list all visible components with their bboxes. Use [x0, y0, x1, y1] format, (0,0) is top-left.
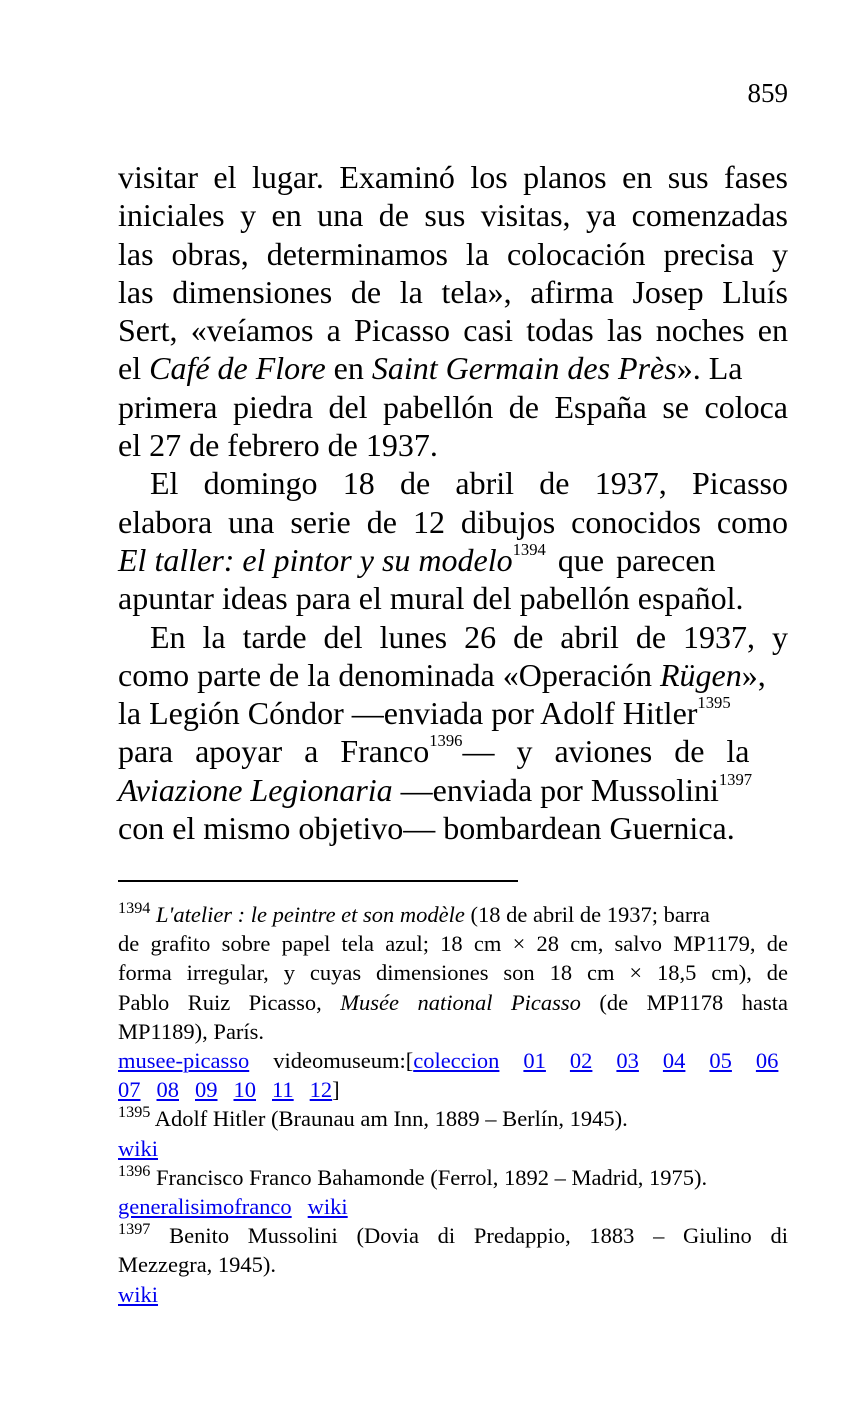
footnote-1394: [118, 900, 788, 929]
link-06[interactable]: 06: [755, 1048, 779, 1074]
footnote-links: [118, 1075, 788, 1104]
footnote-links: [118, 1134, 788, 1163]
link-07[interactable]: 07: [118, 1077, 141, 1103]
link-wiki[interactable]: wiki: [118, 1135, 159, 1161]
text-line: El domingo 18 de abril de 1937, Picasso: [150, 465, 788, 502]
footnote-number: 1397: [118, 1220, 151, 1239]
text-run: Adolf Hitler (Braunau am Inn, 1889 – Berlín, 1945).: [154, 1106, 628, 1132]
text-run: la Legión Cóndor —enviada por Adolf Hitler: [118, 695, 698, 732]
text-line: [118, 656, 788, 694]
italic-title: L'atelier : le peintre et son modèle: [156, 902, 465, 927]
footnote-ref[interactable]: 1397: [718, 769, 753, 789]
footnote-number: 1396: [118, 1161, 151, 1180]
link-08[interactable]: 08: [156, 1077, 179, 1103]
text-line: [118, 541, 788, 579]
text-run: en: [325, 350, 372, 387]
italic-title: Saint Germain des Près: [371, 350, 677, 387]
text-run: Pablo Ruiz Picasso,: [118, 989, 341, 1015]
text-run: como parte de la denominada «Operación: [118, 656, 660, 693]
page-number: 859: [747, 78, 788, 108]
italic-title: El taller: el pintor y su modelo: [118, 541, 513, 578]
main-text: [118, 158, 788, 847]
link-02[interactable]: 02: [569, 1048, 593, 1074]
bracket-close: ]: [332, 1077, 340, 1103]
text-line: las obras, determinamos la colocación precisa y: [118, 235, 788, 272]
text-run: Benito Mussolini (Dovia di Predappio, 1883 – Giulino di: [169, 1223, 789, 1249]
link-09[interactable]: 09: [195, 1077, 218, 1103]
text-run: (18 de abril de 1937; barra: [464, 902, 710, 927]
link-coleccion[interactable]: coleccion: [413, 1048, 500, 1074]
text-run: para apoyar a Franco: [118, 733, 430, 770]
link-musee-picasso[interactable]: musee-picasso: [118, 1048, 250, 1074]
footnote-number: 1395: [118, 1103, 151, 1122]
italic-title: Café de Flore: [149, 350, 326, 387]
text-line: iniciales y en una de sus visitas, ya comenzadas: [118, 197, 788, 234]
footnote-number: 1394: [118, 899, 151, 918]
text-line: En la tarde del lunes 26 de abril de 1937, y: [150, 618, 788, 655]
link-generalisimofranco[interactable]: generalisimofranco: [118, 1194, 292, 1220]
text-run: (de MP1178 hasta: [580, 989, 788, 1015]
text-line: elabora una serie de 12 dibujos conocidos como: [118, 503, 788, 540]
videomuseum-label: videomuseum:[: [273, 1048, 414, 1074]
footnotes: [118, 900, 788, 1309]
text-run: —enviada por Mussolini: [392, 771, 719, 808]
text-run: el: [118, 350, 150, 387]
text-line: primera piedra del pabellón de España se coloca: [118, 388, 788, 425]
text-run: — y aviones de la: [462, 733, 750, 770]
footnote-line: MP1189), París.: [118, 1018, 265, 1044]
text-run: »,: [741, 656, 766, 693]
footnote-separator: [118, 880, 518, 882]
text-line: las dimensiones de la tela», afirma Josep Lluís: [118, 273, 788, 310]
footnote-1395: [118, 1104, 788, 1133]
footnote-line: [118, 988, 788, 1017]
link-wiki[interactable]: wiki: [307, 1194, 348, 1220]
link-11[interactable]: 11: [272, 1077, 294, 1103]
link-04[interactable]: 04: [662, 1048, 686, 1074]
text-line: el 27 de febrero de 1937.: [118, 427, 438, 464]
footnote-links: [118, 1280, 788, 1309]
text-line: apuntar ideas para el mural del pabellón español.: [118, 580, 744, 617]
link-01[interactable]: 01: [523, 1048, 546, 1074]
footnote-ref[interactable]: 1394: [512, 540, 546, 560]
footnote-1397: [118, 1221, 788, 1250]
footnote-line: Mezzegra, 1945).: [118, 1252, 277, 1278]
link-12[interactable]: 12: [309, 1077, 333, 1103]
footnote-line: forma irregular, y cuyas dimensiones son 18 cm × 18,5 cm), de: [118, 960, 788, 986]
footnote-links: [118, 1192, 788, 1221]
text-line: [118, 771, 788, 809]
link-10[interactable]: 10: [233, 1077, 256, 1103]
footnote-1396: [118, 1163, 788, 1192]
italic-word: Rügen: [660, 656, 742, 693]
link-05[interactable]: 05: [709, 1048, 732, 1074]
text-line: [118, 349, 788, 387]
text-run: que parecen: [545, 541, 716, 578]
footnote-ref[interactable]: 1395: [697, 693, 731, 713]
text-run: ». La: [676, 350, 743, 387]
italic-title: Musée national Picasso: [340, 989, 581, 1015]
text-line: [118, 694, 788, 732]
link-03[interactable]: 03: [616, 1048, 639, 1074]
footnote-links: [118, 1046, 788, 1075]
text-line: visitar el lugar. Examinó los planos en sus fases: [118, 159, 788, 195]
text-line: [118, 732, 788, 770]
text-line: Sert, «veíamos a Picasso casi todas las noches en: [118, 312, 788, 349]
text-run: Francisco Franco Bahamonde (Ferrol, 1892 – Madrid, 1975).: [156, 1164, 708, 1190]
text-line: con el mismo objetivo— bombardean Guernica.: [118, 810, 735, 847]
footnote-line: de grafito sobre papel tela azul; 18 cm × 28 cm, salvo MP1179, de: [118, 931, 788, 957]
link-wiki[interactable]: wiki: [118, 1281, 159, 1307]
italic-title: Aviazione Legionaria: [118, 771, 393, 808]
footnote-ref[interactable]: 1396: [429, 731, 463, 751]
